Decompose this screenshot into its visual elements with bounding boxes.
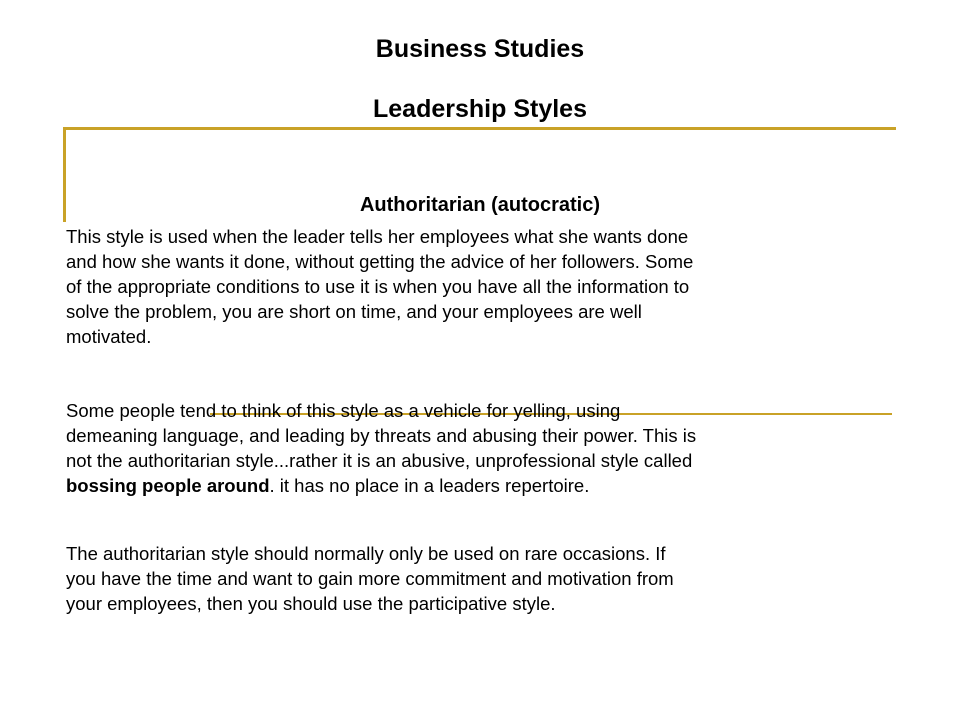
paragraph-line: of the appropriate conditions to use it is when you have all the information to [66,276,690,297]
slide-subtitle: Leadership Styles [373,95,587,123]
paragraph-line: and how she wants it done, without getting the advice of her followers. Some [66,251,694,272]
section-heading: Authoritarian (autocratic) [359,194,601,216]
paragraph-line: solve the problem, you are short on time, and your employees are well [66,301,642,322]
paragraph-tail: . it has no place in a leaders repertoire. [269,475,590,496]
paragraph-3 [66,541,906,616]
bold-phrase: bossing people around [66,475,270,496]
paragraph-line: not the authoritarian style...rather it is an abusive, unprofessional style called [66,450,693,471]
paragraph-line: your employees, then you should use the participative style. [66,593,556,614]
paragraph-line: demeaning language, and leading by threats and abusing their power. This is [66,425,697,446]
paragraph-2 [66,398,906,498]
paragraph-line-last [66,473,906,498]
paragraph-line: you have the time and want to gain more commitment and motivation from [66,568,674,589]
slide-title: Business Studies [375,35,585,63]
paragraph-1 [66,224,906,349]
paragraph-line: This style is used when the leader tells her employees what she wants done [66,226,689,247]
paragraph-line: The authoritarian style should normally only be used on rare occasions. If [66,543,666,564]
paragraph-line: Some people tend to think of this style as a vehicle for yelling, using [66,400,621,421]
paragraph-line: motivated. [66,326,152,347]
top-accent-line [63,127,896,130]
